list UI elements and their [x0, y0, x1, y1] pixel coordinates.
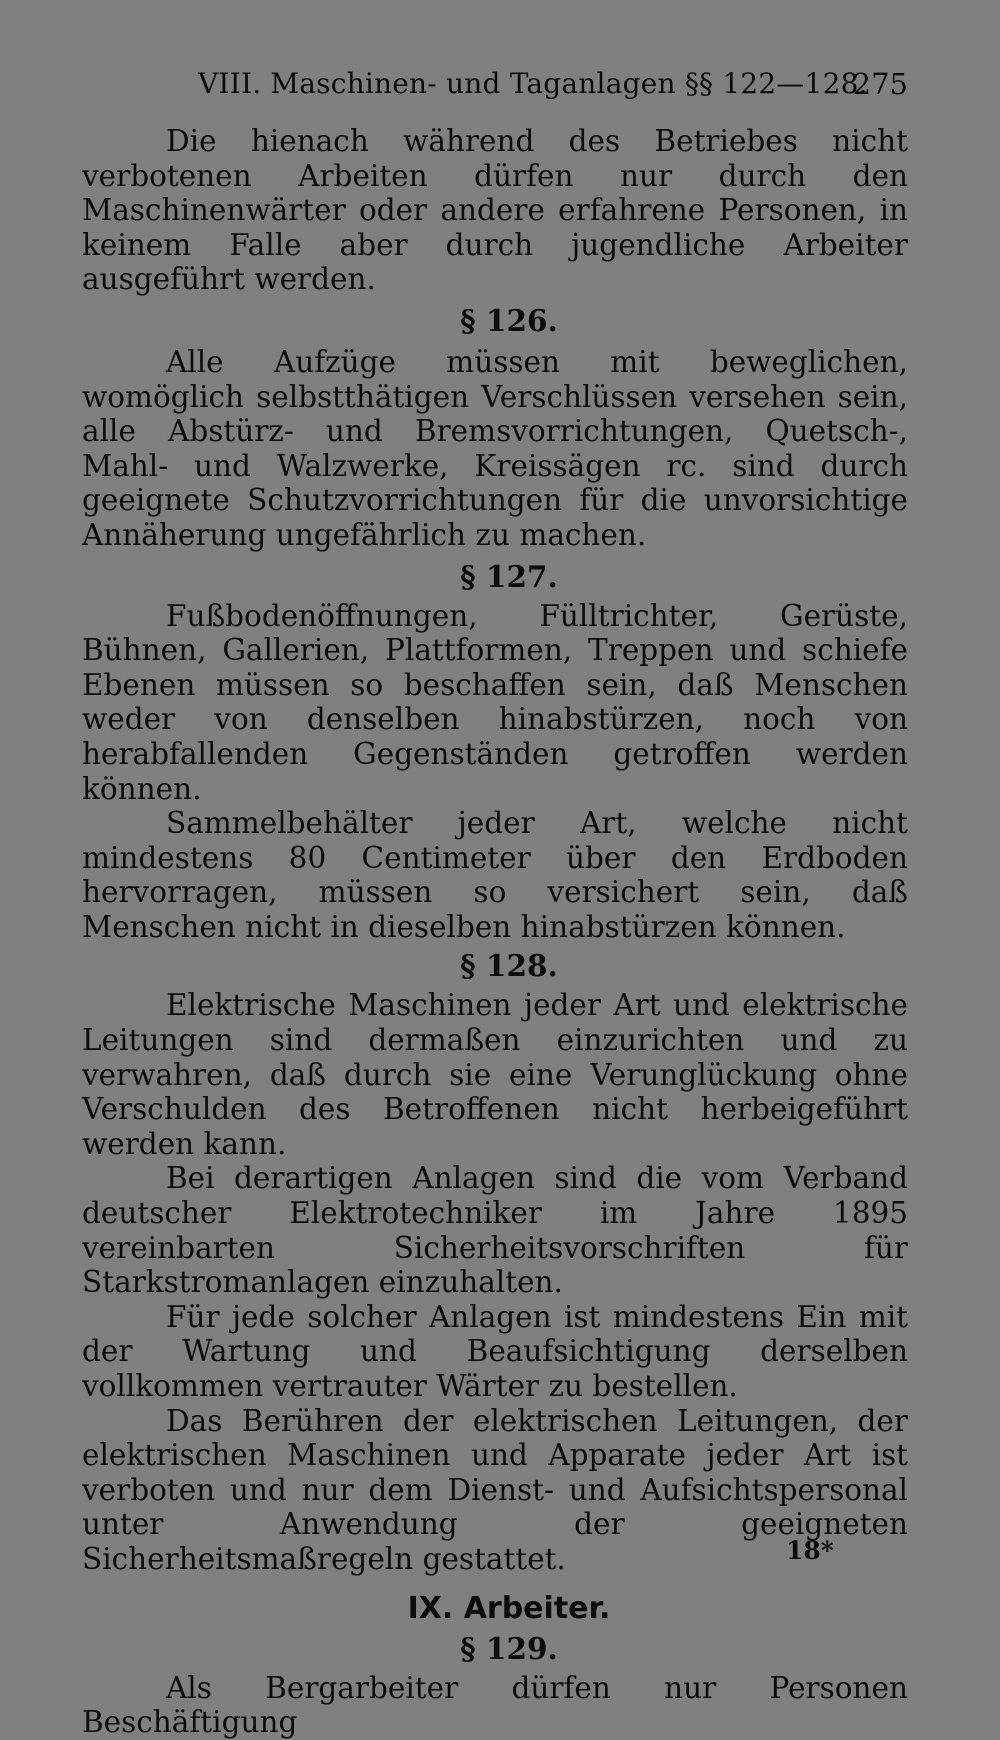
- paragraph-127-1: Fußbodenöffnungen, Fülltrichter, Gerüste, Bühnen, Gallerien, Plattformen, Treppen und schiefe Ebenen müssen so beschaffen sein, daß Menschen weder von denselben hinabstürzen, noch von herabfallenden Gegenständen getroffen werden können.: [82, 598, 908, 806]
- page-number: 275: [852, 67, 908, 101]
- section-heading-126: § 126.: [460, 302, 558, 338]
- chapter-heading-ix: IX. Arbeiter.: [407, 1590, 611, 1626]
- paragraph-128-2: Bei derartigen Anlagen sind die vom Verband deutscher Elektrotechniker im Jahre 1895 vereinbarten Sicherheitsvorschriften für Starkstromanlagen einzuhalten.: [82, 1161, 908, 1300]
- paragraph-127-2: Sammelbehälter jeder Art, welche nicht mindestens 80 Centimeter über den Erdboden hervorragen, müssen so versichert sein, daß Menschen nicht in dieselben hinabstürzen können.: [82, 806, 908, 944]
- signature-mark: 18*: [786, 1536, 834, 1565]
- paragraph-128-1: Elektrische Maschinen jeder Art und elektrische Leitungen sind dermaßen einzurichten und zu verwahren, daß durch sie eine Verunglückung ohne Verschulden des Betroffenen nicht herbeigeführt werden kann.: [82, 988, 908, 1161]
- header-spacer: [82, 108, 908, 124]
- section-heading-128: § 128.: [460, 948, 558, 984]
- running-head-title: VIII. Maschinen- und Taganlagen §§ 122—128.: [198, 67, 868, 100]
- section-heading-129: § 129.: [460, 1630, 558, 1666]
- paragraph-128-4: Das Berühren der elektrischen Leitungen, der elektrischen Maschinen und Apparate jeder Art ist verboten und nur dem Dienst- und Aufsichtspersonal unter Anwendung der geeigneten Sicherheitsmaßregeln gestattet.: [82, 1403, 908, 1576]
- document-page: [82, 60, 908, 1740]
- paragraph-128-3: Für jede solcher Anlagen ist mindestens Ein mit der Wartung und Beaufsichtigung derselben vollkommen vertrauter Wärter zu bestellen.: [82, 1299, 908, 1403]
- running-head: [82, 60, 908, 108]
- paragraph-126-1: Alle Aufzüge müssen mit beweglichen, womöglich selbstthätigen Verschlüssen versehen sein, alle Abstürz- und Bremsvorrichtungen, Quetsch-, Mahl- und Walzwerke, Kreissägen rc. sind durch geeignete Schutzvorrichtungen für die unvorsichtige Annäherung ungefährlich zu machen.: [82, 344, 908, 552]
- paragraph-129-1: Als Bergarbeiter dürfen nur Personen Beschäftigung: [82, 1670, 908, 1740]
- paragraph-125-continuation: Die hienach während des Betriebes nicht verbotenen Arbeiten dürfen nur durch den Maschinenwärter oder andere erfahrene Personen, in keinem Falle aber durch jugendliche Arbeiter ausgeführt werden.: [82, 124, 908, 297]
- section-heading-127: § 127.: [460, 558, 558, 594]
